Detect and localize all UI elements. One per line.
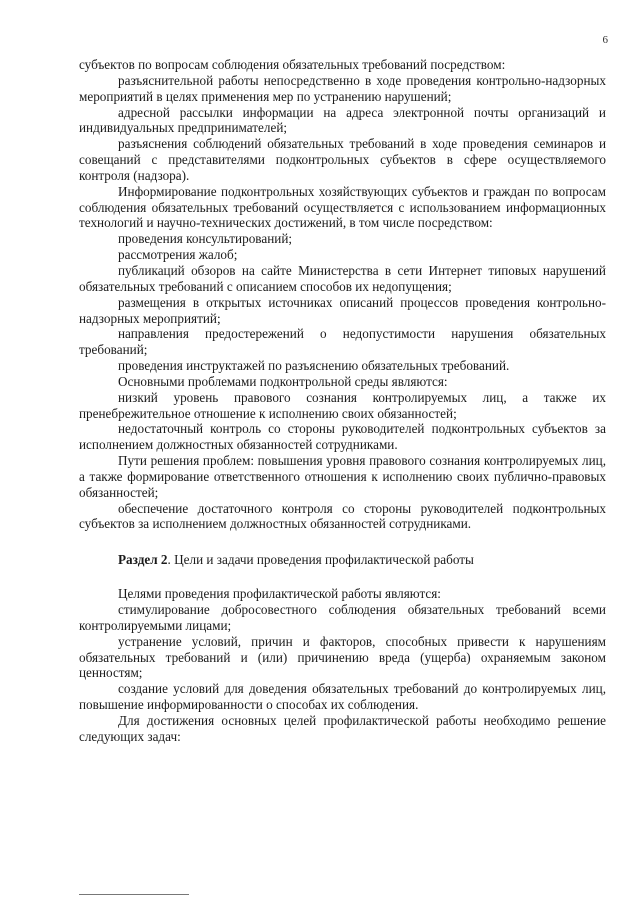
paragraph: проведения инструктажей по разъяснению обязательных требований. bbox=[118, 358, 510, 374]
paragraph: направления предостережений о недопустимости нарушения обязательных требований; bbox=[79, 326, 606, 358]
paragraph: разъяснительной работы непосредственно в ходе проведения контрольно-надзорных мероприятий в целях применения мер по устранению нарушений; bbox=[79, 72, 606, 104]
footer-rule bbox=[79, 894, 189, 895]
paragraph: недостаточный контроль со стороны руководителей подконтрольных субъектов за исполнением должностных обязанностей сотрудниками. bbox=[79, 421, 606, 453]
paragraphs-before-section bbox=[79, 57, 606, 532]
paragraph: публикаций обзоров на сайте Министерства в сети Интернет типовых нарушений обязательных требований с описанием способов их недопущения; bbox=[79, 262, 606, 294]
paragraph: Целями проведения профилактической работы являются: bbox=[118, 586, 441, 602]
section-heading bbox=[79, 552, 606, 568]
paragraph: низкий уровень правового сознания контролируемых лиц, а также их пренебрежительное отношение к исполнению своих обязанностей; bbox=[79, 389, 606, 421]
section-number: Раздел 2 bbox=[118, 552, 168, 568]
paragraph: субъектов по вопросам соблюдения обязательных требований посредством: bbox=[79, 57, 506, 72]
paragraph: обеспечение достаточного контроля со стороны руководителей подконтрольных субъектов за исполнением должностных обязанностей сотрудниками. bbox=[79, 500, 606, 532]
paragraph: разъяснения соблюдений обязательных требований в ходе проведения семинаров и совещаний с представителями подконтрольных субъектов в сфере осуществляемого контроля (надзора). bbox=[79, 136, 606, 183]
page-number: 6 bbox=[602, 34, 608, 46]
paragraph: Пути решения проблем: повышения уровня правового сознания контролируемых лиц, а также формирование ответственного отношения к исполнению своих публично-правовых обязанностей; bbox=[79, 453, 606, 500]
paragraph: Основными проблемами подконтрольной среды являются: bbox=[118, 373, 448, 389]
paragraph: размещения в открытых источниках описаний процессов проведения контрольно-надзорных мероприятий; bbox=[79, 294, 606, 326]
document-body bbox=[79, 57, 606, 745]
paragraph: Для достижения основных целей профилактической работы необходимо решение следующих задач: bbox=[79, 712, 606, 744]
paragraph: Информирование подконтрольных хозяйствующих субъектов и граждан по вопросам соблюдения обязательных требований осуществляется с использованием информационных технологий и научно-технических достижений, в том числе посредством: bbox=[79, 183, 606, 231]
paragraph: адресной рассылки информации на адреса электронной почты организаций и индивидуальных предпринимателей; bbox=[79, 104, 606, 136]
section-title: . Цели и задачи проведения профилактической работы bbox=[167, 552, 474, 568]
paragraph: стимулирование добросовестного соблюдения обязательных требований всеми контролируемыми лицами; bbox=[79, 602, 606, 633]
paragraph: устранение условий, причин и факторов, способных привести к нарушениям обязательных требований и (или) причинению вреда (ущерба) охраняемым законом ценностям; bbox=[79, 633, 606, 681]
paragraphs-after-section bbox=[79, 586, 606, 744]
paragraph: рассмотрения жалоб; bbox=[118, 247, 238, 263]
paragraph: создание условий для доведения обязательных требований до контролируемых лиц, повышение информированности о способах их соблюдения. bbox=[79, 681, 606, 713]
paragraph: проведения консультирований; bbox=[118, 231, 293, 247]
